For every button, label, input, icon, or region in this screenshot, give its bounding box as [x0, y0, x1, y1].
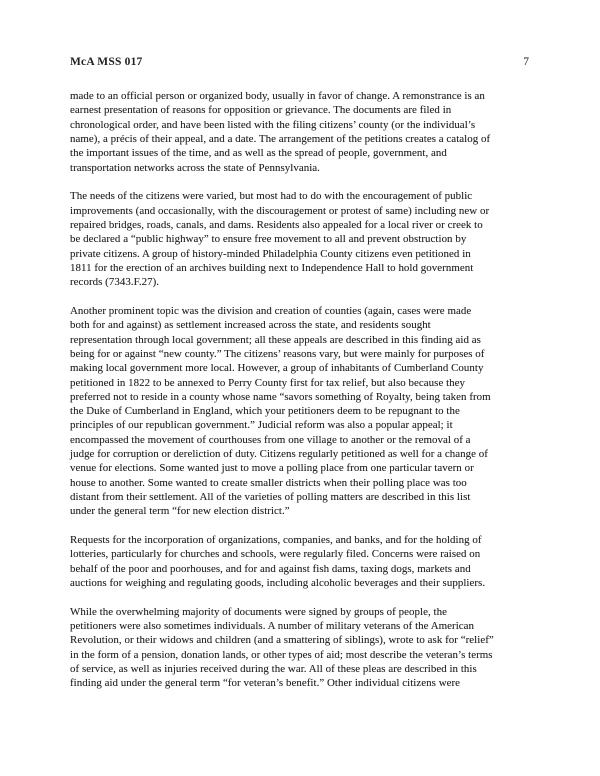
text-line: petitioners were also sometimes individuals. A number of military veterans of the American [70, 620, 475, 633]
text-line: judge for corruption or dereliction of duty. Citizens regularly petitioned as well for a change of [70, 448, 488, 461]
text-line: transportation networks across the state of Pennsylvania. [70, 161, 320, 174]
text-line: principles of our republican government.” Judicial reform was also a popular appeal; it [70, 419, 453, 432]
text-line: While the overwhelming majority of documents were signed by groups of people, the [70, 605, 447, 618]
text-line: preferred not to reside in a county whose name “savors something of Royalty, being taken from [70, 390, 491, 403]
paragraph [70, 533, 536, 590]
text-line: the important issues of the time, and as well as the spread of people, government, and [70, 147, 447, 160]
text-line: the Duke of Cumberland in England, which your petitioners deem to be repugnant to the [70, 405, 460, 418]
paragraph [70, 89, 536, 175]
text-line: Another prominent topic was the division and creation of counties (again, cases were made [70, 304, 472, 317]
text-line: repaired bridges, roads, canals, and dams. Residents also appealed for a local river or creek to [70, 218, 483, 231]
text-line: in the form of a pension, donation lands, or other types of aid; most describe the veteran’s terms [70, 648, 493, 661]
text-line: venue for elections. Some wanted just to move a polling place from one particular tavern or [70, 462, 474, 475]
text-line: records (7343.F.27). [70, 276, 160, 289]
page-body [70, 89, 536, 705]
text-line: making local government more local. However, a group of inhabitants of Cumberland County [70, 362, 484, 375]
text-line: petitioned in 1822 to be annexed to Perry County first for tax relief, but also because they [70, 376, 466, 389]
text-line: 1811 for the erection of an archives building next to Independence Hall to hold government [70, 261, 474, 274]
text-line: being for or against “new county.” The citizens’ reasons vary, but were mainly for purposes of [70, 347, 485, 360]
paragraph [70, 304, 536, 519]
text-line: made to an official person or organized body, usually in favor of change. A remonstrance is an [70, 90, 485, 102]
text-line: lotteries, particularly for churches and schools, were regularly filed. Concerns were raised on [70, 548, 481, 561]
text-line: improvements (and occasionally, with the discouragement or protest of same) including new or [70, 204, 490, 217]
page-header [70, 55, 529, 69]
collection-id: McA MSS 017 [70, 56, 143, 68]
text-line: name), a précis of their appeal, and a date. The arrangement of the petitions creates a catalog of [70, 132, 491, 145]
text-line: house to another. Some wanted to create smaller districts when their polling place was too [70, 476, 467, 489]
text-line: be declared a “public highway” to ensure free movement to all and prevent obstruction by [70, 233, 467, 246]
text-line: of service, as well as injuries received during the war. All of these pleas are described in this [70, 663, 477, 675]
text-line: encompassed the movement of courthouses from one village to another or the removal of a [70, 433, 471, 446]
text-line: Revolution, or their widows and children (and a smattering of siblings), wrote to ask for “relief” [70, 634, 494, 647]
paragraph [70, 189, 536, 289]
text-line: chronological order, and have been listed with the filing citizens’ county (or the individual’s [70, 118, 476, 131]
text-line: both for and against) as settlement increased across the state, and residents sought [70, 319, 431, 332]
text-line: finding aid under the general term “for veteran’s benefit.” Other individual citizens were [70, 677, 461, 690]
text-line: under the general term “for new election district.” [70, 505, 290, 518]
text-line: private citizens. A group of history-minded Philadelphia County citizens even petitioned in [70, 247, 471, 260]
text-line: distant from their settlement. All of the varieties of polling matters are described in this list [70, 491, 471, 504]
text-line: auctions for weighing and regulating goods, including alcoholic beverages and their suppliers. [70, 577, 486, 590]
text-line: behalf of the poor and poorhouses, and for and against fish dams, taxing dogs, markets and [70, 562, 471, 575]
page-number: 7 [523, 56, 529, 68]
text-line: representation through local government; all these appeals are described in this finding aid as [70, 333, 481, 346]
text-line: earnest presentation of reasons for opposition or grievance. The documents are filed in [70, 104, 452, 117]
text-line: Requests for the incorporation of organizations, companies, and banks, and for the holding of [70, 534, 482, 547]
paragraph [70, 605, 536, 691]
text-line: The needs of the citizens were varied, but most had to do with the encouragement of public [70, 190, 473, 203]
